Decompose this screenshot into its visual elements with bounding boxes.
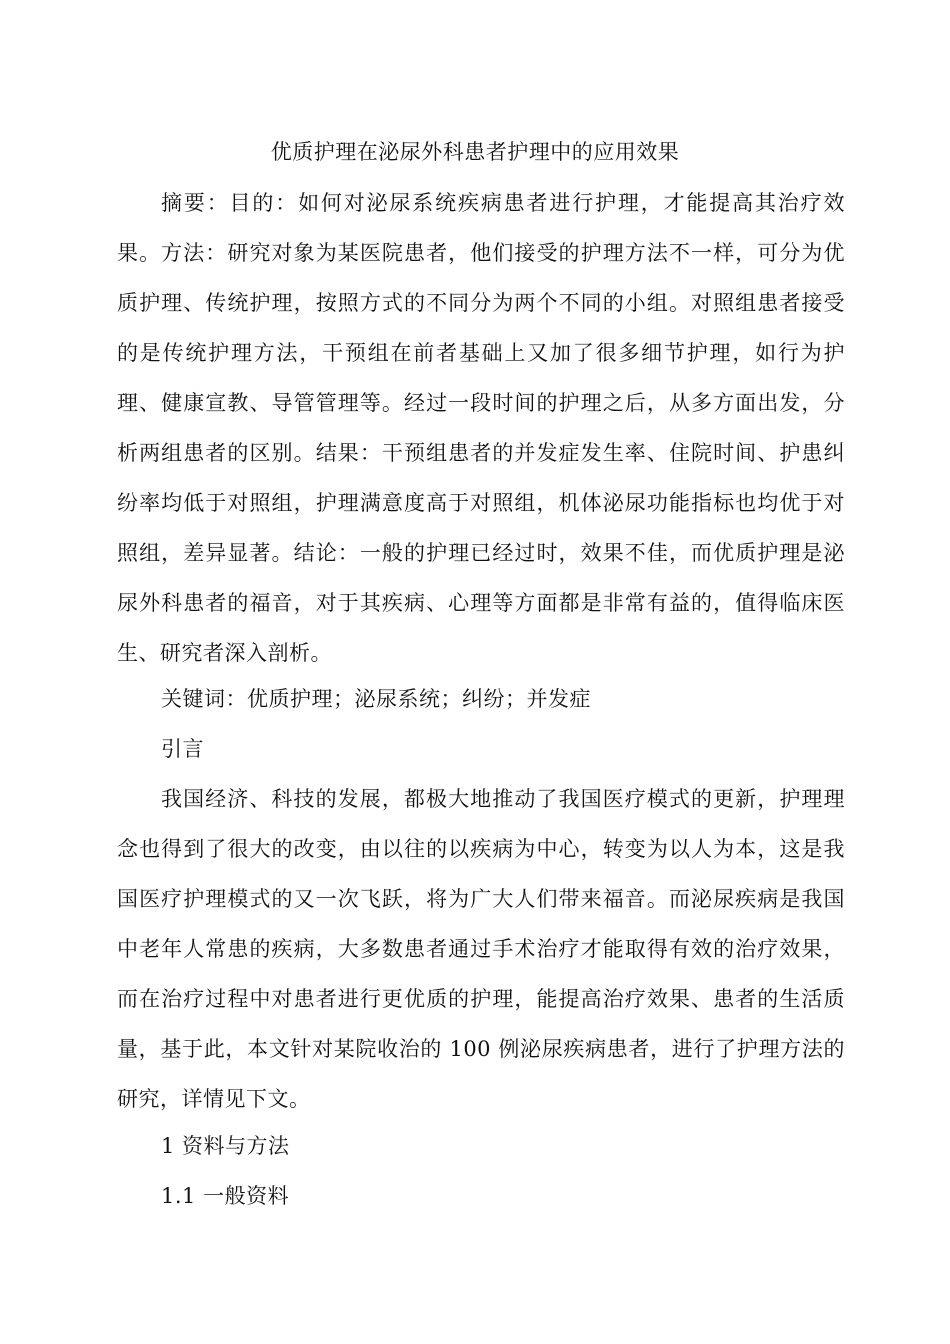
- abstract-paragraph: 摘要：目的：如何对泌尿系统疾病患者进行护理，才能提高其治疗效果。方法：研究对象为某医院患者，他们接受的护理方法不一样，可分为优质护理、传统护理，按照方式的不同分为两个不同的小组。对照组患者接受的是传统护理方法，干预组在前者基础上又加了很多细节护理，如行为护理、健康宣教、导管管理等。经过一段时间的护理之后，从多方面出发，分析两组患者的区别。结果：干预组患者的并发症发生率、住院时间、护患纠纷率均低于对照组，护理满意度高于对照组，机体泌尿功能指标也均优于对照组，差异显著。结论：一般的护理已经过时，效果不佳，而优质护理是泌尿外科患者的福音，对于其疾病、心理等方面都是非常有益的，值得临床医生、研究者深入剖析。: [117, 191, 845, 665]
- introduction-paragraph: 我国经济、科技的发展，都极大地推动了我国医疗模式的更新，护理理念也得到了很大的改变，由以往的以疾病为中心，转变为以人为本，这是我国医疗护理模式的又一次飞跃，将为广大人们带来福音。而泌尿疾病是我国中老年人常患的疾病，大多数患者通过手术治疗才能取得有效的治疗效果，而在治疗过程中对患者进行更优质的护理，能提高治疗效果、患者的生活质量，基于此，本文针对某院收治的 100 例泌尿疾病患者，进行了护理方法的研究，详情见下文。: [117, 787, 845, 1111]
- section-heading-1: 1 资料与方法: [161, 1134, 290, 1158]
- introduction-heading: 引言: [161, 737, 204, 761]
- keywords-line: 关键词：优质护理；泌尿系统；纠纷；并发症: [161, 687, 591, 711]
- paper-title: 优质护理在泌尿外科患者护理中的应用效果: [270, 140, 680, 164]
- section-heading-1-1: 1.1 一般资料: [161, 1184, 290, 1208]
